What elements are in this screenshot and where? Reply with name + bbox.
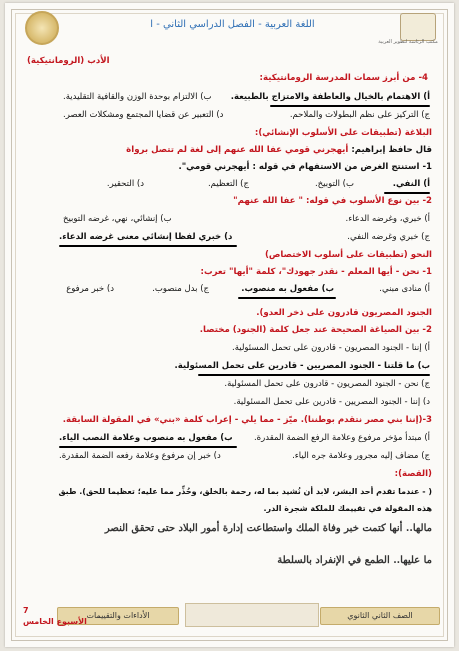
source-sentence: الجنود المصريون قادرون على ذخر العدو). xyxy=(256,308,432,318)
week-label: الأسبوع الخامس xyxy=(23,617,87,626)
q2-option-d: د) إننا - الجنود المصريين - قادرين على تحمل المسئولية. xyxy=(233,397,430,407)
balagha-q1: 1- استنتج الغرض من الاستفهام في قوله : أيهجرني قومي". xyxy=(178,162,432,172)
q3-option-b: ب) مفعول به منصوب وعلامة النصب الياء. xyxy=(59,433,233,443)
story-answer-1: مالها.. أنها كتمت خبر وفاة الملك واستطاعت إدارة أمور البلاد حتى تحقق النصر xyxy=(104,523,432,534)
q4-option-a: أ) الاهتمام بالخيال والعاطفة والامتزاج بالطبيعة. xyxy=(230,92,430,102)
worksheet-page xyxy=(5,3,454,647)
presidency-logo-icon xyxy=(400,13,436,41)
q2-stem: 2- بين الصياغة الصحيحة عند جعل كلمة (الجنود) مختصا. xyxy=(199,325,432,335)
story-title: (القصة): xyxy=(394,469,432,479)
page-header xyxy=(19,11,440,51)
q4-option-b: ب) الالتزام بوحدة الوزن والقافية التقليدية. xyxy=(63,92,212,102)
q3-stem: 3-(إننا بني مصر نتقدم بوطننا). ميّز - مما يلي - إعراب كلمة «بني» في المقولة السابقة. xyxy=(62,415,432,425)
q2-option-a: أ) إننا - الجنود المصريون - قادرون على تحمل المسئولية. xyxy=(232,343,430,353)
nahw-q1-a: أ) منادى مبني. xyxy=(379,284,430,294)
q3-option-d: د) خبر إن مرفوع وعلامة رفعه الضمة المقدرة. xyxy=(59,451,221,461)
ministry-seal-icon xyxy=(25,11,59,45)
balagha-q1-d: د) التحقير. xyxy=(106,179,144,189)
logo-caption: مكتب الرئاسة لتطوير العربية xyxy=(378,39,438,45)
nahw-q1-answer-underline xyxy=(238,297,336,299)
nahw-q1-d: د) خبر مرفوع xyxy=(66,284,114,294)
q2-answer-underline xyxy=(198,374,430,376)
story-answer-2: ما عليها.. الطمع في الإنفراد بالسلطة xyxy=(277,555,432,566)
balagha-q1-a: أ) النفي. xyxy=(392,179,430,189)
footer-left-label: الأداءات والتقييمات xyxy=(57,607,179,625)
quote-intro: قال حافظ إبراهيم: xyxy=(351,145,432,155)
q4-answer-underline xyxy=(270,105,430,107)
footer-center-panel xyxy=(185,603,319,627)
footer-right-label: الصف الثاني الثانوي xyxy=(320,607,440,625)
balagha-title: البلاغة (تطبيقات على الأسلوب الإنشائي): xyxy=(254,128,432,138)
story-prompt-line2: هذه المقولة في تقييمك للملكة شجرة الدر. xyxy=(263,504,432,513)
balagha-q1-b: ب) التوبيخ. xyxy=(314,179,354,189)
page-footer xyxy=(35,603,440,625)
balagha-q2-answer-underline xyxy=(59,245,237,247)
quote-text: أيهجرني قومي عفا الله عنهم إلى لغة لم تتصل برواة xyxy=(126,145,349,155)
unit-title: الأدب (الرومانتيكية) xyxy=(27,56,110,66)
balagha-q2: 2- بين نوع الأسلوب في قوله: " عفا الله عنهم" xyxy=(233,196,432,206)
q4-stem xyxy=(27,73,428,84)
nahw-q1-c: ج) بدل منصوب. xyxy=(152,284,209,294)
balagha-q2-b: ب) إنشائي، نهي، غرضه التوبيخ xyxy=(63,214,172,224)
q4-number: 4- xyxy=(418,73,428,83)
balagha-q1-c: ج) التعظيم. xyxy=(207,179,249,189)
balagha-q2-a: أ) خبري، وغرضه الدعاء. xyxy=(345,214,430,224)
nahw-title: النحو (تطبيقات على أسلوب الاختصاص) xyxy=(264,250,432,260)
balagha-q2-c: ج) خبري وغرضه النفي. xyxy=(347,232,430,242)
q3-option-c: ج) مضاف إليه مجرور وعلامة جره الياء. xyxy=(292,451,430,461)
q3-option-a: أ) مبتدأ مؤخر مرفوع وعلامة الرفع الضمة المقدرة. xyxy=(253,433,430,443)
nahw-q1: 1- نحن - أيها المعلم - نقدر جهودك"، كلمة "أيها" تعرب: xyxy=(200,267,432,277)
q4-option-c: ج) التركيز على نظم البطولات والملاحم. xyxy=(289,110,430,120)
q2-option-c: ج) نحن - الجنود المصريون - قادرون على تحمل المسئولية. xyxy=(224,379,430,389)
balagha-quote-line xyxy=(27,145,432,156)
balagha-q2-d: د) خبري لفظا إنشائي معنى غرضه الدعاء. xyxy=(59,232,233,242)
page-number: 7 xyxy=(23,606,29,615)
balagha-q1-answer-underline xyxy=(384,192,430,194)
q2-option-b: ب) ما قلتنا - الجنود المصريين - قادرين على تحمل المسئولية. xyxy=(174,361,430,371)
nahw-q1-b: ب) مفعول به منصوب. xyxy=(241,284,334,294)
story-prompt-line1: ( - عندما تقدم أحد البشر، لابد أن نُشيد بما له، رحمة بالخلق، وحُذِّر مما عليه؛ تعظيما للحق). طبق xyxy=(58,487,432,496)
seal-caption xyxy=(19,42,67,47)
header-title: اللغة العربية - الفصل الدراسي الثاني - ا xyxy=(150,19,315,30)
q4-text: من أبرز سمات المدرسة الرومانتيكية: xyxy=(259,73,416,83)
q4-option-d: د) التعبير عن قضايا المجتمع ومشكلات العصر. xyxy=(63,110,224,120)
q3-answer-underline xyxy=(59,446,237,448)
